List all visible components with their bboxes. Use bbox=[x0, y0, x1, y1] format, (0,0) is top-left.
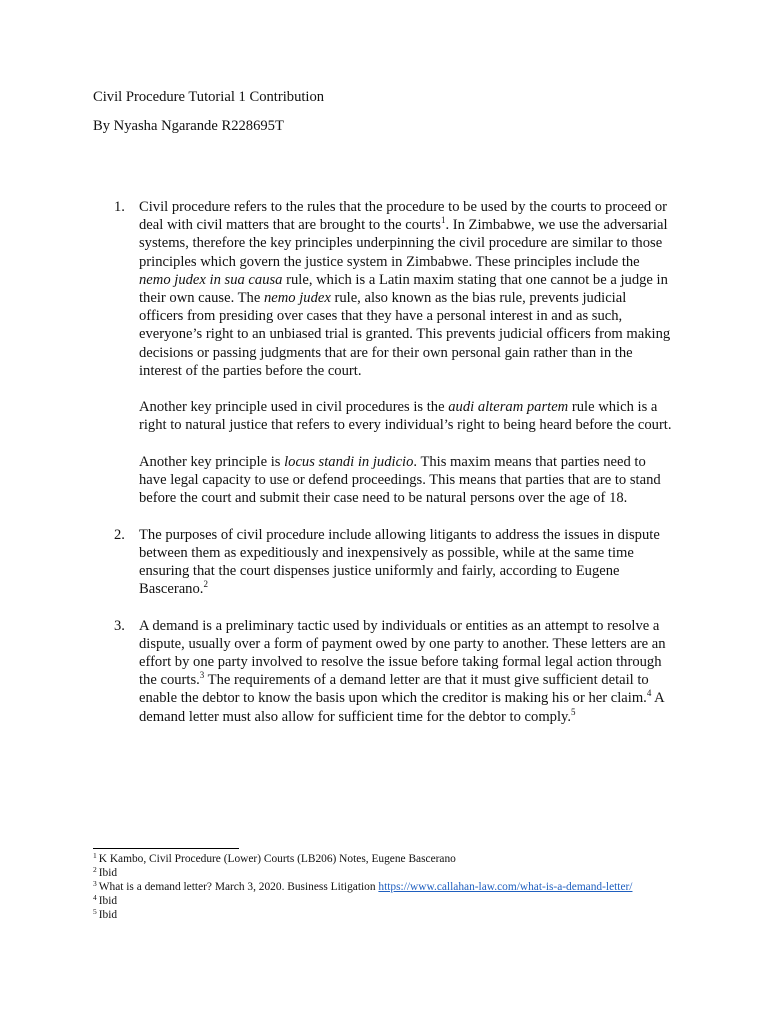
list-number: 3. bbox=[114, 617, 125, 634]
footnote-ref[interactable]: 2 bbox=[203, 579, 208, 590]
footnote-divider bbox=[93, 848, 239, 849]
list-number: 1. bbox=[114, 199, 125, 215]
footnote-ref[interactable]: 5 bbox=[571, 706, 576, 717]
footnotes bbox=[93, 852, 693, 922]
footnote: $^3$ What is a demand letter? March 3, 2020. Business Litigation https://www.callahan-law.com/what-is-a-demand-letter/ bbox=[93, 879, 633, 893]
paragraph: Another key principle used in civil procedures is the audi alteram partem rule which is a right to natural justice that refers to every individual’s right to being heard before the court. bbox=[139, 399, 672, 434]
document-title: Civil Procedure Tutorial 1 Contribution bbox=[93, 89, 325, 105]
footnote-link[interactable]: https://www.callahan-law.com/what-is-a-demand-letter/ bbox=[378, 881, 633, 893]
list-number: 2. bbox=[114, 526, 125, 543]
footnote: $^4$ Ibid bbox=[93, 893, 118, 907]
paragraph: Another key principle is locus standi in judicio. This maxim means that parties need to have legal capacity to use or defend proceedings. This means that parties that are to stand before the court and submit their case need to be natural persons over the age of 18. bbox=[139, 453, 661, 507]
footnote-ref[interactable]: 1 bbox=[440, 215, 446, 226]
footnote: $^5$ Ibid bbox=[93, 907, 118, 921]
paragraph: The purposes of civil procedure include allowing litigants to address the issues in dispute between them as expeditiously and inexpensively as possible, while at the same time ensuring that the court dispenses justice uniformly and fairly, according to Eugene Bascerano.$^2$ bbox=[139, 526, 660, 598]
document-author: By Nyasha Ngarande R228695T bbox=[93, 118, 284, 134]
paragraph: Civil procedure refers to the rules that the procedure to be used by the courts to proceed or deal with civil matters that are brought to the courts$^1$. In Zimbabwe, we use the adversarial systems, therefore the key principles underpinning the civil procedure are similar to those principles which govern the justice system in Zimbabwe. These principles include the nemo judex in sua causa rule, which is a Latin maxim stating that one cannot be a judge in their own cause. The nemo judex rule, also known as the bias rule, prevents judicial officers from presiding over cases that they have a personal interest in and as such, everyone’s right to an unbiased trial is granted. This prevents judicial officers from making decisions or passing judgments that are for their own personal gain rather than in the interest of the parties before the court. bbox=[139, 199, 671, 379]
footnote: $^1$ K Kambo, Civil Procedure (Lower) Courts (LB206) Notes, Eugene Bascerano bbox=[93, 851, 456, 865]
list-item-1 bbox=[114, 198, 674, 507]
footnote: $^2$ Ibid bbox=[93, 865, 118, 879]
numbered-list bbox=[114, 198, 674, 726]
footnote-ref[interactable]: 4 bbox=[646, 688, 652, 699]
list-item-2 bbox=[114, 526, 674, 599]
paragraph: A demand is a preliminary tactic used by individuals or entities as an attempt to resolve a dispute, usually over a form of payment owed by one party to another. These letters are an effort by one party involved to resolve the issue before taking formal legal action through the courts.$^3$ The requirements of a demand letter are that it must give sufficient detail to enable the debtor to know the basis upon which the creditor is making his or her claim.$^4$ A demand letter must also allow for sufficient time for the debtor to comply.$^5$ bbox=[139, 617, 666, 725]
list-item-3 bbox=[114, 617, 674, 726]
footnote-ref[interactable]: 3 bbox=[199, 670, 205, 681]
